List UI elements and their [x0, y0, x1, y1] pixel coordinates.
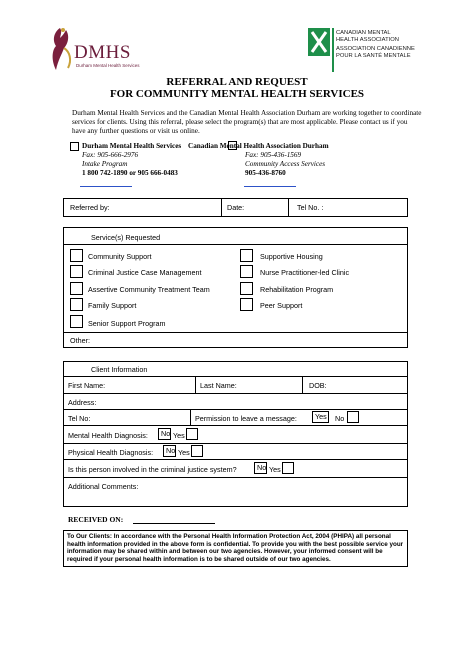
cmha-name-fr-1: ASSOCIATION CANADIENNE: [336, 46, 415, 52]
service-label: Nurse Practitioner-led Clinic: [260, 268, 350, 277]
page-subtitle: FOR COMMUNITY MENTAL HEALTH SERVICES: [109, 88, 365, 100]
service-community-support-checkbox[interactable]: [70, 249, 83, 262]
service-label: Community Support: [88, 252, 152, 261]
service-label: Peer Support: [260, 301, 303, 310]
service-family-support-checkbox[interactable]: [70, 298, 83, 311]
criminal-justice-no-option[interactable]: No: [254, 462, 267, 474]
dmhs-subtitle: Durham Mental Health Services: [76, 63, 140, 68]
privacy-notice: To Our Clients: In accordance with the Personal Health Information Protection Act, 2004 (PHIPA) all personal health information provided in the above form is confidential. To provide you with the best possible service your information may be shared within and between our two agencies. However, your informed consent will be required if your personal health information is to be shared outside of our two agencies.: [63, 530, 408, 567]
intro-paragraph: Durham Mental Health Services and the Canadian Mental Health Association Durham are working together to coordinate services for clients. Using this referral, please select the program(s) that are most applicable. Please contact us if you have any further questions or visit us online.: [72, 109, 422, 135]
service-criminal-justice-checkbox[interactable]: [70, 265, 83, 278]
service-supportive-housing-checkbox[interactable]: [240, 249, 253, 262]
cmha-name-fr-2: POUR LA SANTÉ MENTALE: [336, 52, 411, 59]
dmhs-figure-icon: [46, 24, 74, 72]
client-info-section: [63, 361, 408, 507]
permission-yes-option[interactable]: Yes: [312, 411, 329, 423]
permission-no-checkbox[interactable]: [347, 411, 359, 423]
permission-no-label: No: [335, 414, 345, 423]
phys-diagnosis-label: Physical Health Diagnosis:: [68, 448, 154, 457]
referred-by-field[interactable]: Referred by:: [70, 203, 110, 212]
agency-cmha-fax: Fax: 905-436-1569: [245, 151, 302, 159]
mh-diagnosis-yes-checkbox[interactable]: [186, 428, 198, 440]
last-name-field[interactable]: Last Name:: [200, 381, 237, 390]
service-label: Senior Support Program: [88, 319, 166, 328]
service-act-team-checkbox[interactable]: [70, 282, 83, 295]
referrer-tel-field[interactable]: Tel No. :: [297, 203, 324, 212]
agency-dmhs-phone: 1 800 742-1890 or 905 666-0483: [82, 169, 178, 177]
other-service-field[interactable]: Other:: [70, 336, 90, 345]
services-header: Service(s) Requested: [91, 233, 161, 242]
client-info-header: Client Information: [91, 365, 148, 374]
additional-comments-field[interactable]: Additional Comments:: [68, 482, 139, 491]
mh-diagnosis-no-option[interactable]: No: [158, 428, 171, 440]
referral-row: [63, 198, 408, 217]
received-on-label: RECEIVED ON:: [68, 515, 124, 524]
agency-dmhs-link[interactable]: [80, 186, 132, 187]
service-label: Criminal Justice Case Management: [88, 268, 202, 277]
client-tel-field[interactable]: Tel No:: [68, 414, 91, 423]
mh-diagnosis-label: Mental Health Diagnosis:: [68, 431, 148, 440]
service-peer-support-checkbox[interactable]: [240, 298, 253, 311]
cmha-logo: [308, 28, 433, 74]
service-senior-support-checkbox[interactable]: [70, 315, 83, 328]
cmha-name-en-1: CANADIAN MENTAL: [336, 30, 391, 36]
phys-diagnosis-yes-checkbox[interactable]: [191, 445, 203, 457]
date-field[interactable]: Date:: [227, 203, 245, 212]
agency-cmha-phone: 905-436-8760: [245, 169, 286, 177]
phys-diagnosis-yes-label: Yes: [178, 448, 190, 457]
agency-dmhs-fax: Fax: 905-666-2976: [82, 151, 139, 159]
service-label: Supportive Housing: [260, 252, 323, 261]
cmha-mark-icon: [308, 28, 330, 56]
criminal-justice-yes-checkbox[interactable]: [282, 462, 294, 474]
service-label: Rehabilitation Program: [260, 285, 334, 294]
cmha-name-en-2: HEALTH ASSOCIATION: [336, 36, 399, 43]
phys-diagnosis-no-option[interactable]: No: [163, 445, 176, 457]
dob-field[interactable]: DOB:: [309, 381, 327, 390]
agency-cmha-program: Community Access Services: [245, 160, 326, 168]
services-section: [63, 227, 408, 348]
received-on-line[interactable]: [133, 523, 215, 524]
dmhs-wordmark: DMHS: [74, 42, 131, 63]
permission-label: Permission to leave a message:: [195, 414, 297, 423]
first-name-field[interactable]: First Name:: [68, 381, 106, 390]
agency-cmha-link[interactable]: [244, 186, 296, 187]
criminal-justice-label: Is this person involved in the criminal justice system?: [68, 465, 237, 474]
agency-cmha-name: Canadian Mental Health Association Durham: [188, 142, 329, 150]
agency-dmhs-name: Durham Mental Health Services: [82, 142, 182, 150]
service-np-clinic-checkbox[interactable]: [240, 265, 253, 278]
mh-diagnosis-yes-label: Yes: [173, 431, 185, 440]
agency-dmhs-program: Intake Program: [82, 160, 128, 168]
service-label: Family Support: [88, 301, 137, 310]
service-rehabilitation-checkbox[interactable]: [240, 282, 253, 295]
service-label: Assertive Community Treatment Team: [88, 285, 210, 294]
dmhs-logo: [46, 24, 140, 74]
criminal-justice-yes-label: Yes: [269, 465, 281, 474]
agency-dmhs-checkbox[interactable]: [70, 142, 79, 151]
page-title: REFERRAL AND REQUEST: [166, 76, 308, 88]
address-field[interactable]: Address:: [68, 398, 97, 407]
